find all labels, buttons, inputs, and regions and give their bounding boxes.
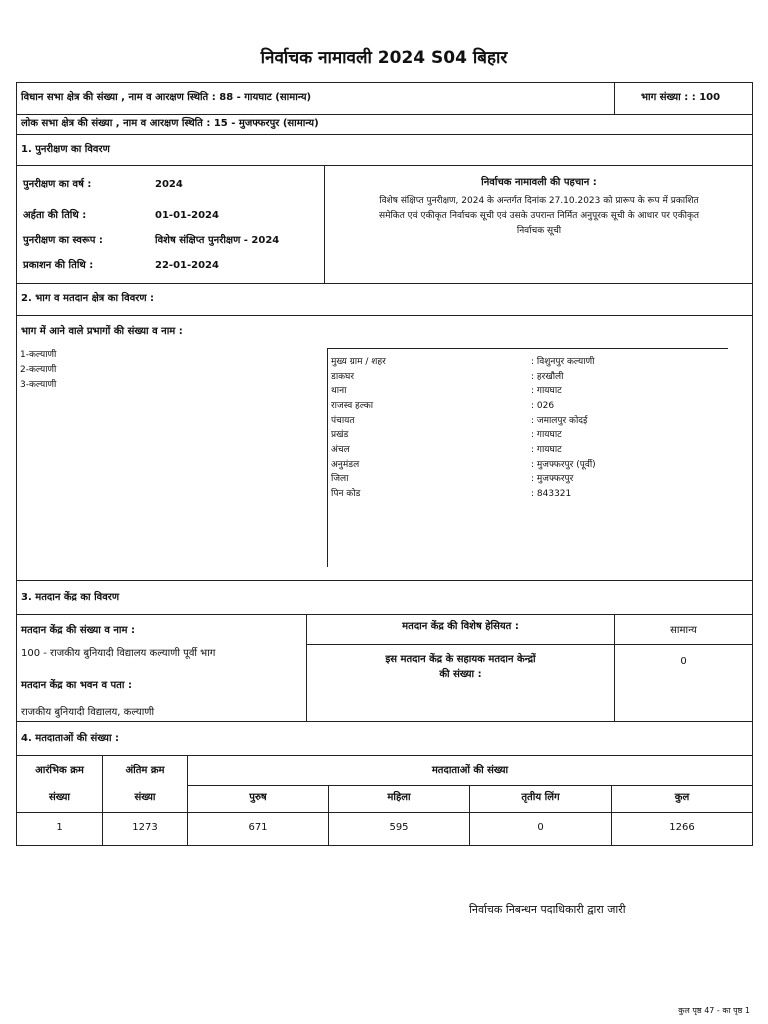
polling-station-label: मतदान केंद्र की संख्या व नाम : (21, 625, 135, 636)
circle-label: अंचल (331, 445, 350, 455)
pin-code-value: : 843321 (531, 489, 572, 499)
section-item: 2-कल्याणी (20, 365, 57, 375)
third-gender-count: 0 (537, 822, 544, 833)
lok-sabha-value: 15 - मुजफ्फरपुर (सामान्य) (213, 118, 319, 129)
end-serial-header-2: संख्या (134, 792, 156, 803)
total-header: कुल (674, 792, 690, 803)
revision-type-label: पुनरीक्षण का स्वरूप : (23, 235, 103, 246)
circle-value: : गायघाट (531, 445, 562, 455)
panchayat-label: पंचायत (331, 416, 355, 426)
document-title: निर्वाचक नामावली 2024 S04 बिहार (260, 48, 508, 68)
roll-identity-line-2: समेकित एवं एकीकृत निर्वाचक सूची एवं उसके उपरान्त निर्मित अनुपूरक सूची के आधार पर एकीकृत (378, 211, 699, 221)
roll-identity-heading: निर्वाचक नामावली की पहचान : (481, 177, 597, 188)
section-3-heading: 3. मतदान केंद्र का विवरण (21, 592, 120, 603)
revision-year-value: 2024 (155, 179, 183, 190)
revision-year-label: पुनरीक्षण का वर्ष : (23, 179, 92, 190)
panchayat-value: : जमालपुर कोदई (531, 416, 588, 426)
section-1-heading: 1. पुनरीक्षण का विवरण (21, 144, 110, 155)
part-label: भाग संख्या : : (641, 92, 696, 103)
subdivision-label: अनुमंडल (331, 460, 360, 470)
end-serial-header: अंतिम क्रम (125, 765, 165, 776)
district-value: : मुजफ्फरपुर (531, 474, 574, 484)
roll-identity-line-3: निर्वाचक सूची (516, 226, 562, 236)
subdivision-value: : मुजफ्फरपुर (पूर्वी) (531, 460, 596, 470)
part-value: 100 (699, 92, 721, 103)
total-count: 1266 (669, 822, 695, 833)
station-type-label: मतदान केंद्र की विशेष हेसियत : (402, 621, 519, 632)
end-serial-value: 1273 (132, 822, 158, 833)
block-label: प्रखंड (331, 430, 349, 440)
qualifying-date-value: 01-01-2024 (155, 210, 219, 221)
lok-sabha-label: लोक सभा क्षेत्र की संख्या , नाम व आरक्षण स्थिति : (21, 118, 211, 129)
publication-date-label: प्रकाशन की तिथि : (23, 260, 94, 271)
police-station-value: : गायघाट (531, 386, 562, 396)
polling-station-value: 100 - राजकीय बुनियादी विद्यालय कल्याणी पूर्वी भाग (21, 648, 216, 659)
block-value: : गायघाट (531, 430, 562, 440)
male-header: पुरुष (249, 792, 267, 803)
sections-heading: भाग में आने वाले प्रभागों की संख्या व नाम : (21, 326, 183, 337)
roll-identity-line-1: विशेष संक्षिप्त पुनरीक्षण, 2024 के अन्तर्गत दिनांक 27.10.2023 को प्रारूप के रूप में प्रकाशित (379, 196, 699, 206)
police-station-label: थाना (331, 386, 347, 396)
auxiliary-label-line-1: इस मतदान केंद्र के सहायक मतदान केन्द्रों (385, 654, 536, 665)
assembly-info (21, 91, 311, 105)
male-count: 671 (248, 822, 268, 833)
revenue-circle-label: राजस्व हल्का (331, 401, 374, 411)
start-serial-header: आरंभिक क्रम (35, 765, 84, 776)
station-type-value: सामान्य (670, 625, 697, 636)
female-header: महिला (387, 792, 411, 803)
main-village-value: : विशुनपुर कल्याणी (531, 357, 595, 367)
main-village-label: मुख्य ग्राम / शहर (331, 357, 386, 367)
section-item: 1-कल्याणी (20, 350, 57, 360)
issued-by: निर्वाचक निबन्धन पदाधिकारी द्वारा जारी (469, 903, 626, 916)
post-office-label: डाकघर (331, 372, 355, 382)
page-info: कुल पृष्ठ 47 - का पृष्ठ 1 (678, 1006, 750, 1015)
part-number (641, 91, 720, 105)
post-office-value: : हरखौली (531, 372, 564, 382)
pin-code-label: पिन कोड (331, 489, 361, 499)
revenue-circle-value: : 026 (531, 401, 555, 411)
publication-date-value: 22-01-2024 (155, 260, 219, 271)
qualifying-date-label: अर्हता की तिथि : (23, 210, 87, 221)
assembly-label: विधान सभा क्षेत्र की संख्या , नाम व आरक्षण स्थिति : (21, 92, 216, 103)
lok-sabha-info (21, 117, 319, 131)
start-serial-value: 1 (56, 822, 63, 833)
section-item: 3-कल्याणी (20, 380, 57, 390)
polling-building-value: राजकीय बुनियादी विद्यालय, कल्याणी (21, 707, 155, 718)
assembly-value: 88 - गायघाट (सामान्य) (219, 92, 312, 103)
auxiliary-label-line-2: की संख्या : (439, 669, 482, 680)
third-gender-header: तृतीय लिंग (521, 792, 560, 803)
electors-group-header: मतदाताओं की संख्या (431, 765, 509, 776)
section-4-heading: 4. मतदाताओं की संख्या : (21, 733, 120, 744)
female-count: 595 (389, 822, 409, 833)
section-2-heading: 2. भाग व मतदान क्षेत्र का विवरण : (21, 293, 155, 304)
district-label: जिला (331, 474, 349, 484)
start-serial-header-2: संख्या (49, 792, 70, 803)
polling-building-label: मतदान केंद्र का भवन व पता : (21, 680, 132, 691)
auxiliary-count-value: 0 (680, 656, 687, 667)
revision-type-value: विशेष संक्षिप्त पुनरीक्षण - 2024 (155, 235, 280, 246)
